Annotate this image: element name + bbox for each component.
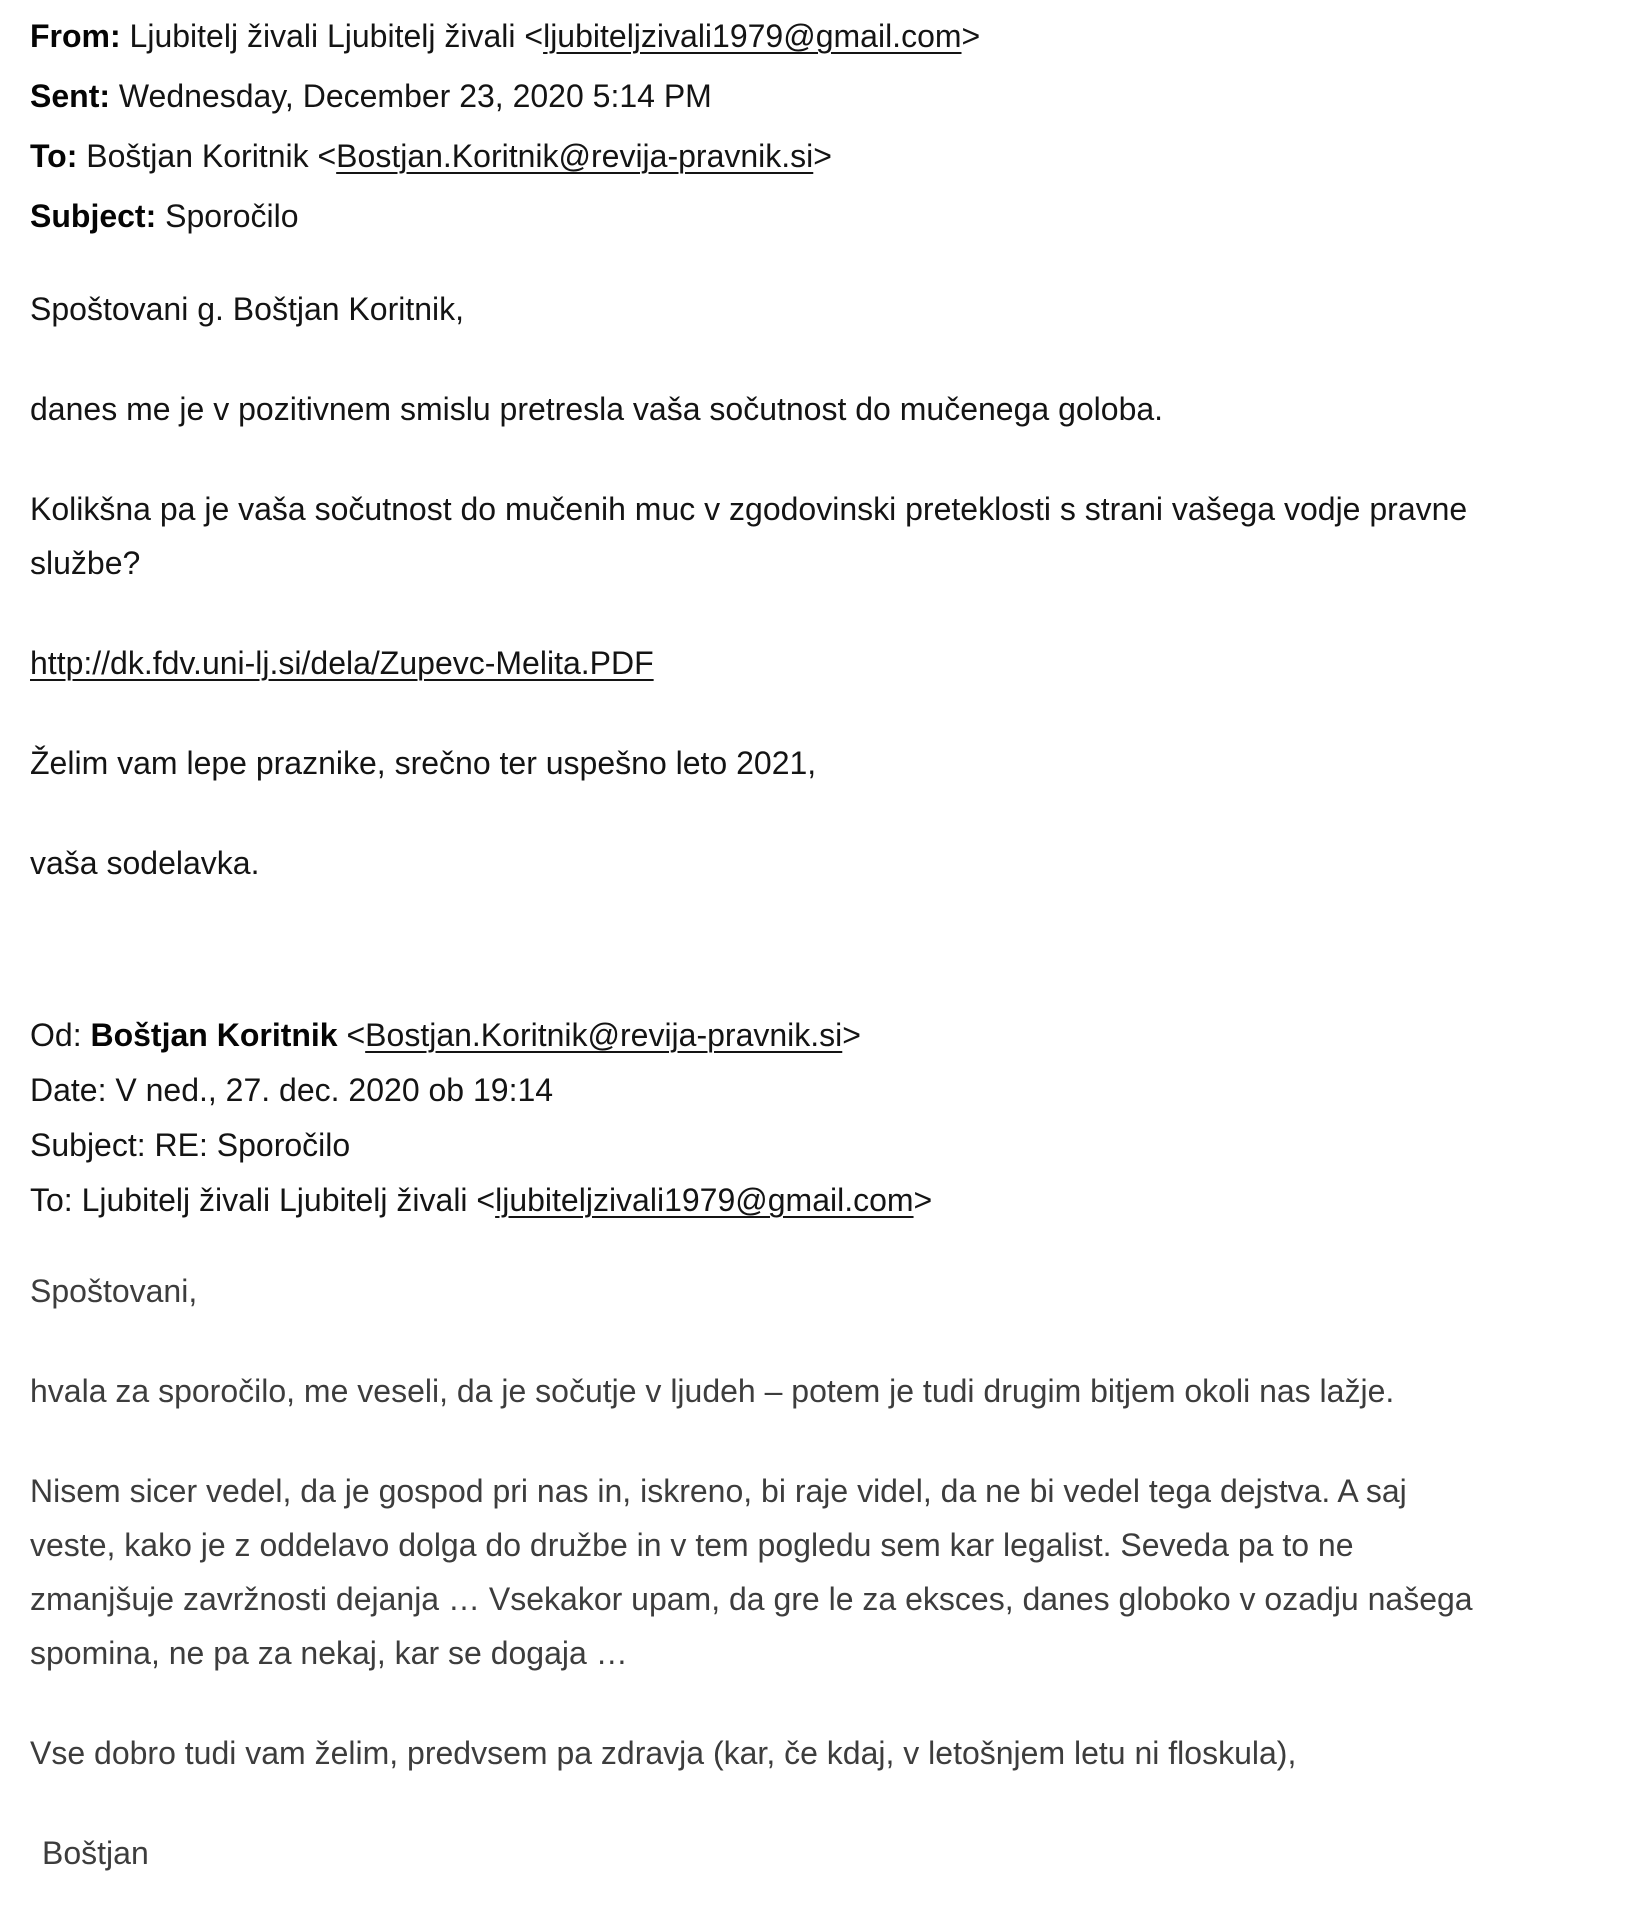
paragraph-line: Kolikšna pa je vaša sočutnost do mučenih muc v zgodovinski preteklosti s strani vašega vodje pravne [30, 491, 1468, 527]
sent-label: Sent: [30, 78, 110, 114]
message-original [30, 6, 1597, 890]
message-reply [30, 1008, 1597, 1880]
paragraph-line: veste, kako je z oddelavo dolga do družbe in v tem pogledu sem kar legalist. Seveda pa to ne [30, 1527, 1354, 1563]
salutation: Spoštovani g. Boštjan Koritnik, [30, 291, 465, 327]
header-to-line [30, 1173, 1597, 1228]
paragraph: hvala za sporočilo, me veseli, da je sočutje v ljudeh – potem je tudi drugim bitjem okoli nas lažje. [30, 1373, 1395, 1409]
subject-value: Sporočilo [156, 198, 299, 234]
to-name: Ljubitelj živali Ljubitelj živali [72, 1182, 477, 1218]
header-subject-line [30, 186, 1597, 246]
header-to-line [30, 126, 1597, 186]
to-email-link[interactable]: Bostjan.Koritnik@revija-pravnik.si [336, 138, 814, 174]
subject-value: RE: Sporočilo [145, 1127, 351, 1163]
from-email-link[interactable]: ljubiteljzivali1979@gmail.com [543, 18, 962, 54]
message-original-header [30, 6, 1597, 246]
message-original-body [30, 282, 1597, 890]
angle-close: > [842, 1017, 861, 1053]
signoff: vaša sodelavka. [30, 845, 260, 881]
paragraph [30, 482, 1597, 590]
subject-label: Subject: [30, 198, 157, 234]
reply-to-email-link[interactable]: ljubiteljzivali1979@gmail.com [495, 1182, 914, 1218]
to-label: To: [30, 1182, 73, 1218]
message-reply-header [30, 1008, 1597, 1228]
to-name: Boštjan Koritnik [77, 138, 318, 174]
od-name: Boštjan Koritnik [81, 1017, 347, 1053]
od-label: Od: [30, 1017, 82, 1053]
date-label: Date: [30, 1072, 107, 1108]
signature: Boštjan [42, 1835, 149, 1871]
paragraph [30, 1464, 1597, 1680]
paragraph-line: Nisem sicer vedel, da je gospod pri nas in, iskreno, bi raje videl, da ne bi vedel tega dejstva. A saj [30, 1473, 1407, 1509]
pdf-link[interactable]: http://dk.fdv.uni-lj.si/dela/Zupevc-Melita.PDF [30, 645, 654, 681]
to-label: To: [30, 138, 78, 174]
angle-close: > [961, 18, 981, 54]
header-from-line [30, 6, 1597, 66]
from-name: Ljubitelj živali Ljubitelj živali [120, 18, 525, 54]
angle-open: < [346, 1017, 366, 1053]
od-email-link[interactable]: Bostjan.Koritnik@revija-pravnik.si [365, 1017, 843, 1053]
angle-close: > [813, 138, 832, 174]
angle-open: < [317, 138, 337, 174]
angle-close: > [913, 1182, 933, 1218]
subject-label: Subject: [30, 1127, 146, 1163]
angle-open: < [476, 1182, 496, 1218]
date-value: V ned., 27. dec. 2020 ob 19:14 [106, 1072, 554, 1108]
sent-value: Wednesday, December 23, 2020 5:14 PM [110, 78, 712, 114]
from-label: From: [30, 18, 121, 54]
header-date-line [30, 1063, 1597, 1118]
header-sent-line [30, 66, 1597, 126]
angle-open: < [524, 18, 544, 54]
paragraph-line: zmanjšuje zavržnosti dejanja … Vsekakor upam, da gre le za eksces, danes globoko v ozadju našega [30, 1581, 1473, 1617]
header-subject-line [30, 1118, 1597, 1173]
message-reply-body [30, 1264, 1597, 1880]
paragraph: Vse dobro tudi vam želim, predvsem pa zdravja (kar, če kdaj, v letošnjem letu ni floskula), [30, 1735, 1297, 1771]
paragraph: danes me je v pozitivnem smislu pretresla vaša sočutnost do mučenega goloba. [30, 391, 1164, 427]
salutation: Spoštovani, [30, 1273, 198, 1309]
paragraph-link [30, 636, 1597, 690]
header-od-line [30, 1008, 1597, 1063]
paragraph: Želim vam lepe praznike, srečno ter uspešno leto 2021, [30, 745, 817, 781]
paragraph-line: spomina, ne pa za nekaj, kar se dogaja … [30, 1635, 628, 1671]
paragraph-line: službe? [30, 545, 141, 581]
